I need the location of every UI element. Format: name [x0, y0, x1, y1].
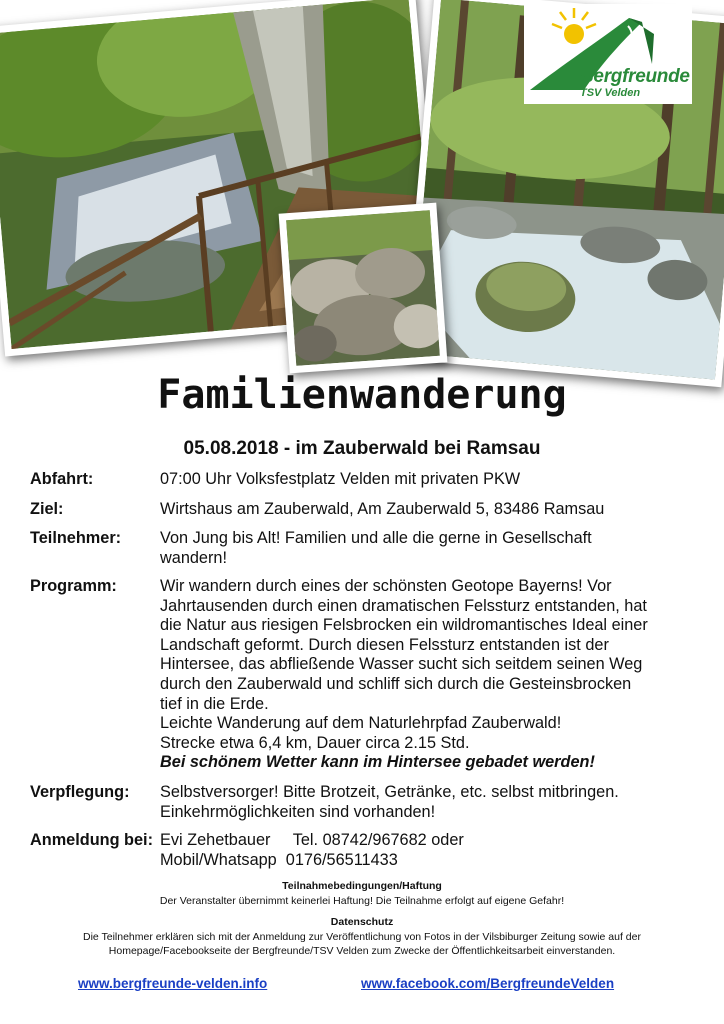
detail-line: Selbstversorger! Bitte Brotzeit, Getränke, etc. selbst mitbringen. — [160, 783, 619, 801]
detail-line: Landschaft geformt. Durch diesen Felssturz entstanden ist der — [160, 635, 609, 654]
photo-rocks-image — [286, 210, 440, 366]
datenschutz-title: Datenschutz — [330, 916, 394, 928]
detail-line: Jahrtausenden durch einen dramatischen Felssturz entstanden, hat — [160, 596, 647, 615]
detail-label: Anmeldung bei: — [30, 831, 154, 849]
detail-value — [160, 500, 720, 520]
detail-label: Verpflegung: — [30, 783, 130, 801]
detail-value — [160, 831, 720, 870]
event-date-location: 05.08.2018 - im Zauberwald bei Ramsau — [183, 438, 541, 459]
logo-subtitle: TSV Velden — [580, 87, 641, 99]
detail-line: Einkehrmöglichkeiten sind vorhanden! — [160, 802, 436, 821]
detail-line: Wirtshaus am Zauberwald, Am Zauberwald 5, 83486 Ramsau — [160, 500, 605, 518]
detail-label: Programm: — [30, 577, 117, 595]
haftung-title: Teilnahmebedingungen/Haftung — [282, 880, 442, 892]
bathing-highlight: Bei schönem Wetter kann im Hintersee gebadet werden! — [160, 753, 595, 772]
detail-line: Evi Zehetbauer Tel. 08742/967682 oder — [160, 831, 464, 849]
page-title: Familienwanderung — [157, 372, 567, 418]
website-link[interactable]: www.bergfreunde-velden.info — [78, 976, 268, 991]
detail-line: Von Jung bis Alt! Familien und alle die gerne in Gesellschaft — [160, 529, 592, 547]
detail-line: wandern! — [160, 548, 227, 567]
detail-label: Ziel: — [30, 500, 64, 518]
detail-line: Strecke etwa 6,4 km, Dauer circa 2.15 Std. — [160, 733, 470, 752]
detail-label: Teilnehmer: — [30, 529, 122, 547]
detail-label: Abfahrt: — [30, 470, 94, 488]
detail-line: tief in die Erde. — [160, 694, 269, 713]
datenschutz-line-1: Die Teilnehmer erklären sich mit der Anmeldung zur Veröffentlichung von Fotos in der Vilsbiburger Zeitung sowie auf der — [83, 931, 641, 943]
haftung-text: Der Veranstalter übernimmt keinerlei Haftung! Die Teilnahme erfolgt auf eigene Gefahr! — [159, 895, 565, 907]
logo-name: Bergfreunde — [580, 66, 690, 87]
detail-line: 07:00 Uhr Volksfestplatz Velden mit privaten PKW — [160, 470, 521, 488]
detail-line: Mobil/Whatsapp 0176/56511433 — [160, 850, 398, 869]
detail-line: Hintersee, das abfließende Wasser sucht sich seitdem seinen Weg — [160, 655, 643, 674]
detail-value — [160, 470, 720, 490]
datenschutz-line-2: Homepage/Facebookseite der Bergfreunde/TSV Velden zum Zwecke der Öffentlichkeitsarbeit einverstanden. — [108, 945, 616, 957]
detail-value — [160, 783, 720, 822]
detail-line: Wir wandern durch eines der schönsten Geotope Bayerns! Vor — [160, 577, 612, 595]
facebook-link[interactable]: www.facebook.com/BergfreundeVelden — [361, 976, 615, 991]
photo-rocks — [279, 203, 448, 374]
detail-line: die Natur aus riesigen Felsbrocken ein wildromantisches Ideal einer — [160, 616, 648, 635]
detail-line: durch den Zauberwald und schliff sich durch die Gesteinsbrocken — [160, 674, 632, 693]
detail-value — [160, 577, 720, 773]
detail-value — [160, 529, 720, 568]
detail-line: Leichte Wanderung auf dem Naturlehrpfad Zauberwald! — [160, 714, 562, 733]
bergfreunde-logo — [524, 4, 692, 104]
